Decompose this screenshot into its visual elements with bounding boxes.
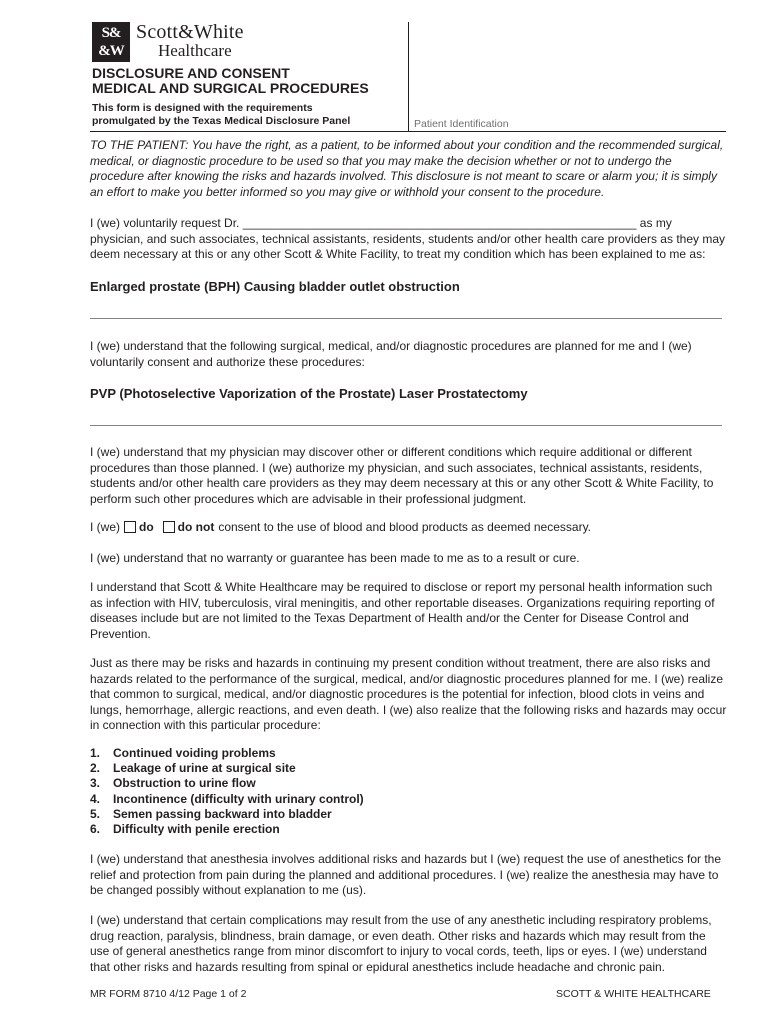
intro-paragraph: TO THE PATIENT: You have the right, as a patient, to be informed about your condition and the recommended surgical, medical, or diagnostic procedure to be used so that you may make the decision whether or not to undergo the procedure after knowing the risks and hazards involved. This disclosure is not meant to scare or alarm you; it is simply an effort to make you better informed so you may give or withhold your consent to the procedure. xyxy=(90,138,724,199)
anesthesia-paragraph: I (we) understand that anesthesia involves additional risks and hazards but I (we) request the use of anesthetics for the relief and protection from pain during the planned and additional procedures. I (we) realize the anesthesia may have to be changed possibly without explanation to me (us). xyxy=(90,852,722,897)
form-title-line1: DISCLOSURE AND CONSENT xyxy=(92,65,290,81)
warranty-paragraph: I (we) understand that no warranty or guarantee has been made to me as to a result or cure. xyxy=(90,551,580,565)
condition-text: Enlarged prostate (BPH) Causing bladder outlet obstruction xyxy=(90,279,460,294)
blood-consent-suffix: consent to the use of blood and blood products as deemed necessary. xyxy=(218,520,592,534)
footer-form-id: MR FORM 8710 4/12 Page 1 of 2 xyxy=(90,988,247,1000)
form-title-line2: MEDICAL AND SURGICAL PROCEDURES xyxy=(92,80,369,96)
footer-organization: SCOTT & WHITE HEALTHCARE xyxy=(556,988,711,1000)
blood-consent-prefix: I (we) xyxy=(90,520,120,534)
form-subtitle-line2: promulgated by the Texas Medical Disclosure Panel xyxy=(92,114,351,127)
blood-consent-do-not-label: do not xyxy=(177,520,215,534)
list-item: 2. Leakage of urine at surgical site xyxy=(90,761,296,776)
logo-mark xyxy=(92,22,130,62)
disclosure-paragraph: I understand that Scott & White Healthcare may be required to disclose or report my personal health information such as infection with HIV, tuberculosis, viral meningitis, and other reportable diseases. Organizations requiring reporting of diseases include but are not limited to the Texas Department of Health and/or the Center for Disease Control and Prevention. xyxy=(90,580,715,641)
condition-underline xyxy=(90,318,722,319)
patient-identification-field[interactable]: Patient Identification xyxy=(414,118,509,130)
form-subtitle xyxy=(92,102,350,127)
list-item: 1. Continued voiding problems xyxy=(90,746,276,760)
logo-name: Scott&White xyxy=(136,21,244,43)
logo-mark-top: S& xyxy=(101,25,121,41)
blood-consent-row xyxy=(90,520,591,534)
risks-paragraph: Just as there may be risks and hazards in continuing my present condition without treatment, there are also risks and hazards related to the performance of the surgical, medical, and/or diagnostic procedures planned for me. I (we) realize that common to surgical, medical, and/or diagnostic procedures is the potential for infection, blood clots in veins and lungs, hemorrhage, allergic reactions, and even death. I (we) also realize that the following risks and hazards may occur in connection with this particular procedure: xyxy=(90,656,727,732)
list-item: 3. Obstruction to urine flow xyxy=(90,776,256,791)
header-divider xyxy=(408,22,409,132)
list-item: 6. Difficulty with penile erection xyxy=(90,822,280,837)
header-rule xyxy=(90,131,726,132)
logo-mark-bottom: &W xyxy=(98,43,124,59)
list-item: 4. Incontinence (difficulty with urinary control) xyxy=(90,791,364,806)
procedures-paragraph: I (we) understand that the following surgical, medical, and/or diagnostic procedures are planned for me and I (we) voluntarily consent and authorize these procedures: xyxy=(90,339,692,369)
form-title xyxy=(92,66,369,96)
blood-consent-do-label: do xyxy=(139,520,154,534)
complications-paragraph: I (we) understand that certain complications may result from the use of any anesthetic including respiratory problems, drug reaction, paralysis, blindness, brain damage, or even death. Other risks and hazards which may result from the use of general anesthetics range from minor discomfort to injury to vocal cords, teeth, lips or eyes. I (we) understand that other risks and hazards resulting from spinal or epidural anesthetics include headache and chronic pain. xyxy=(90,913,712,974)
list-item: 5. Semen passing backward into bladder xyxy=(90,806,332,821)
form-subtitle-line1: This form is designed with the requirements xyxy=(92,102,313,114)
request-paragraph: I (we) voluntarily request Dr. ___________________________________________________________ as my physician, and such associates, technical assistants, residents, students and/or other health care providers as they may deem necessary at this or any other Scott & White Facility, to treat my condition which has been explained to me as: xyxy=(90,216,726,261)
procedure-underline xyxy=(90,425,722,426)
procedure-text: PVP (Photoselective Vaporization of the Prostate) Laser Prostatectomy xyxy=(90,386,528,401)
blood-consent-do-not-checkbox[interactable] xyxy=(163,521,175,533)
logo-subtitle: Healthcare xyxy=(158,41,232,60)
risk-list xyxy=(90,746,364,837)
blood-consent-do-checkbox[interactable] xyxy=(124,521,136,533)
other-conditions-paragraph: I (we) understand that my physician may discover other or different conditions which require additional or different procedures than those planned. I (we) authorize my physician, and such associates, technical assistants, residents, students and/or other health care providers as they may deem necessary at this or any other Scott & White Facility, to perform such other procedures which are advisable in their professional judgment. xyxy=(90,445,714,506)
scott-white-logo xyxy=(92,22,244,62)
